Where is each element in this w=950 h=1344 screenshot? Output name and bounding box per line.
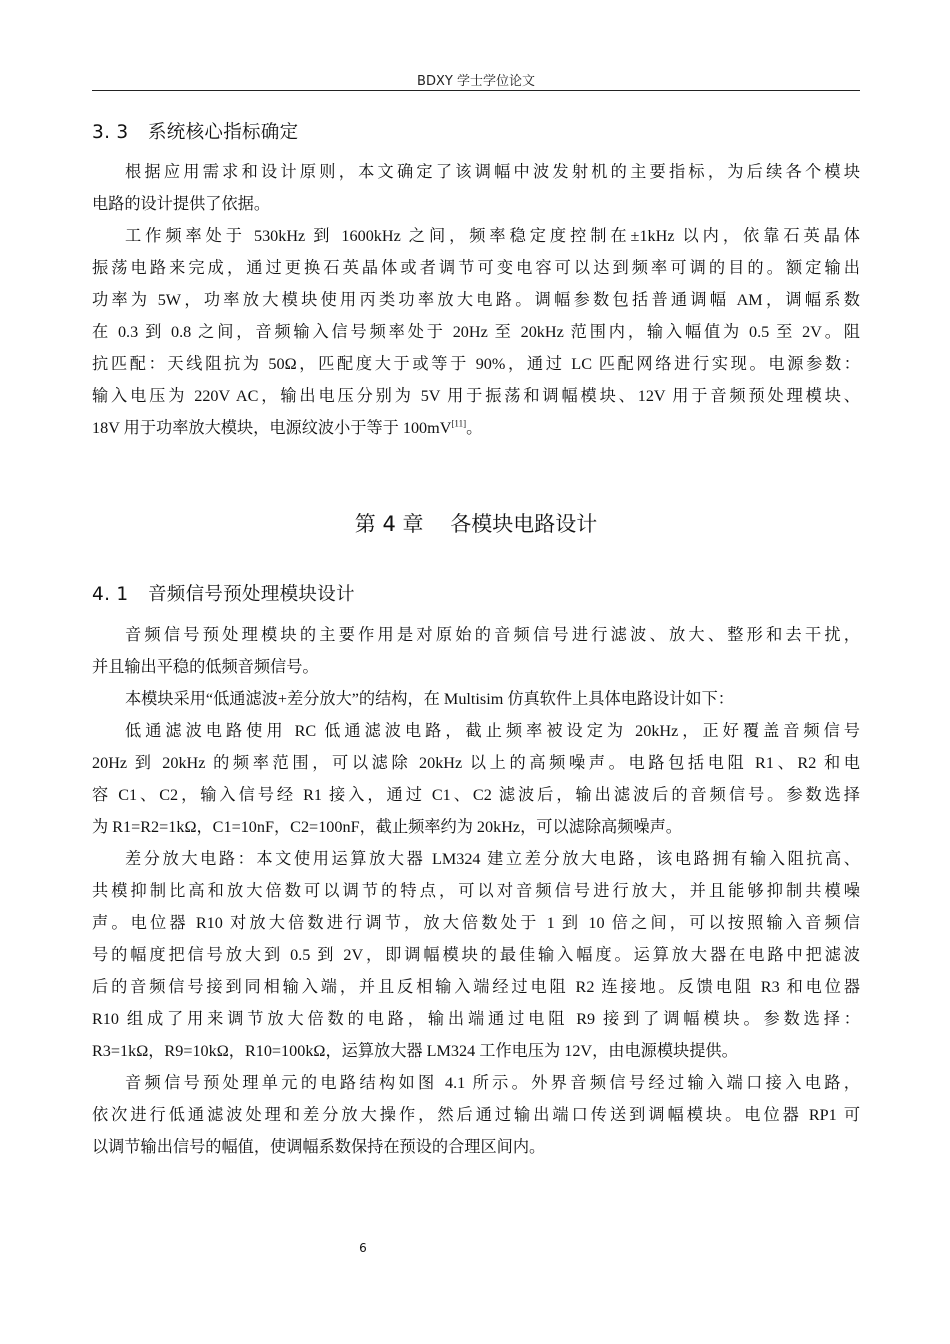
- text-line: 声。电位器 R10 对放大倍数进行调节，放大倍数处于 1 到 10 倍之间，可以按照输入音频信: [92, 914, 860, 932]
- text-line: 在 0.3 到 0.8 之间，音频输入信号频率处于 20Hz 至 20kHz 范围内，输入幅值为 0.5 至 2V。阻: [92, 323, 860, 341]
- text-line: 振荡电路来完成，通过更换石英晶体或者调节可变电容可以达到频率可调的目的。额定输出: [92, 259, 860, 277]
- text-line: 工作频率处于 530kHz 到 1600kHz 之间，频率稳定度控制在±1kHz 以内，依靠石英晶体: [125, 227, 860, 245]
- text-line: 后的音频信号接到同相输入端，并且反相输入端经过电阻 R2 连接地。反馈电阻 R3 和电位器: [92, 978, 860, 996]
- text-line: 功率为 5W，功率放大模块使用丙类功率放大电路。调幅参数包括普通调幅 AM，调幅系数: [92, 291, 860, 309]
- section-4-1-paragraph-3: [92, 715, 860, 843]
- text-line: 以调节输出信号的幅值，使调幅系数保持在预设的合理区间内。: [92, 1138, 546, 1156]
- text-line: 抗匹配：天线阻抗为 50Ω，匹配度大于或等于 90%，通过 LC 匹配网络进行实现。电源参数：: [92, 355, 860, 373]
- text-line: 号的幅度把信号放大到 0.5 到 2V，即调幅模块的最佳输入幅度。运算放大器在电路中把滤波: [92, 946, 860, 964]
- section-3-3-heading: [92, 118, 298, 144]
- text-line: 容 C1、C2，输入信号经 R1 接入，通过 C1、C2 滤波后，输出滤波后的音频信号。参数选择: [92, 786, 860, 804]
- citation-reference: [11]: [451, 418, 467, 429]
- page-number: 6: [359, 1241, 367, 1255]
- running-header: BDXY 学士学位论文: [417, 74, 535, 89]
- text-line: 电路的设计提供了依据。: [92, 195, 271, 213]
- header-rule: [92, 90, 860, 91]
- text-line: 依次进行低通滤波处理和差分放大操作，然后通过输出端口传送到调幅模块。电位器 RP1 可: [92, 1106, 860, 1124]
- text-fragment: 18V 用于功率放大模块，电源纹波小于等于 100mV: [92, 419, 452, 437]
- section-4-1-heading: [92, 580, 355, 606]
- text-line: 差分放大电路：本文使用运算放大器 LM324 建立差分放大电路，该电路拥有输入阻抗高、: [125, 850, 860, 868]
- text-fragment: 。: [466, 419, 483, 437]
- section-number: 3. 3: [92, 122, 129, 143]
- text-line: 根据应用需求和设计原则，本文确定了该调幅中波发射机的主要指标，为后续各个模块: [125, 163, 860, 181]
- section-4-1-paragraph-1: [92, 619, 860, 683]
- section-4-1-paragraph-5: [92, 1067, 860, 1163]
- text-line: R10 组成了用来调节放大倍数的电路，输出端通过电阻 R9 接到了调幅模块。参数选择：: [92, 1010, 860, 1028]
- section-4-1-paragraph-2: [92, 683, 860, 715]
- text-line: 低通滤波电路使用 RC 低通滤波电路，截止频率被设定为 20kHz，正好覆盖音频信号: [125, 722, 860, 740]
- text-line-final: [92, 412, 860, 444]
- section-3-3-paragraph-2: [92, 220, 860, 444]
- text-line: 共模抑制比高和放大倍数可以调节的特点，可以对音频信号进行放大，并且能够抑制共模噪: [92, 882, 860, 900]
- text-line: 本模块采用“低通滤波+差分放大”的结构，在 Multisim 仿真软件上具体电路设计如下：: [125, 690, 734, 708]
- section-title: 系统核心指标确定: [148, 122, 299, 143]
- text-line: 20Hz 到 20kHz 的频率范围，可以滤除 20kHz 以上的高频噪声。电路包括电阻 R1、R2 和电: [92, 754, 860, 772]
- text-line: 音频信号预处理模块的主要作用是对原始的音频信号进行滤波、放大、整形和去干扰，: [125, 626, 860, 644]
- section-4-1-paragraph-4: [92, 843, 860, 1067]
- text-line: 音频信号预处理单元的电路结构如图 4.1 所示。外界音频信号经过输入端口接入电路，: [125, 1074, 860, 1092]
- text-line: 为 R1=R2=1kΩ，C1=10nF，C2=100nF，截止频率约为 20kHz，可以滤除高频噪声。: [92, 818, 682, 836]
- chapter-4-title: 第 4 章 各模块电路设计: [354, 512, 598, 536]
- text-line: 输入电压为 220V AC，输出电压分别为 5V 用于振荡和调幅模块、12V 用于音频预处理模块、: [92, 387, 860, 405]
- section-title: 音频信号预处理模块设计: [148, 584, 355, 605]
- section-number: 4. 1: [92, 584, 129, 605]
- text-line: 并且输出平稳的低频音频信号。: [92, 658, 319, 676]
- section-3-3-paragraph-1: [92, 156, 860, 220]
- text-line: R3=1kΩ，R9=10kΩ，R10=100kΩ，运算放大器 LM324 工作电压为 12V，由电源模块提供。: [92, 1042, 738, 1060]
